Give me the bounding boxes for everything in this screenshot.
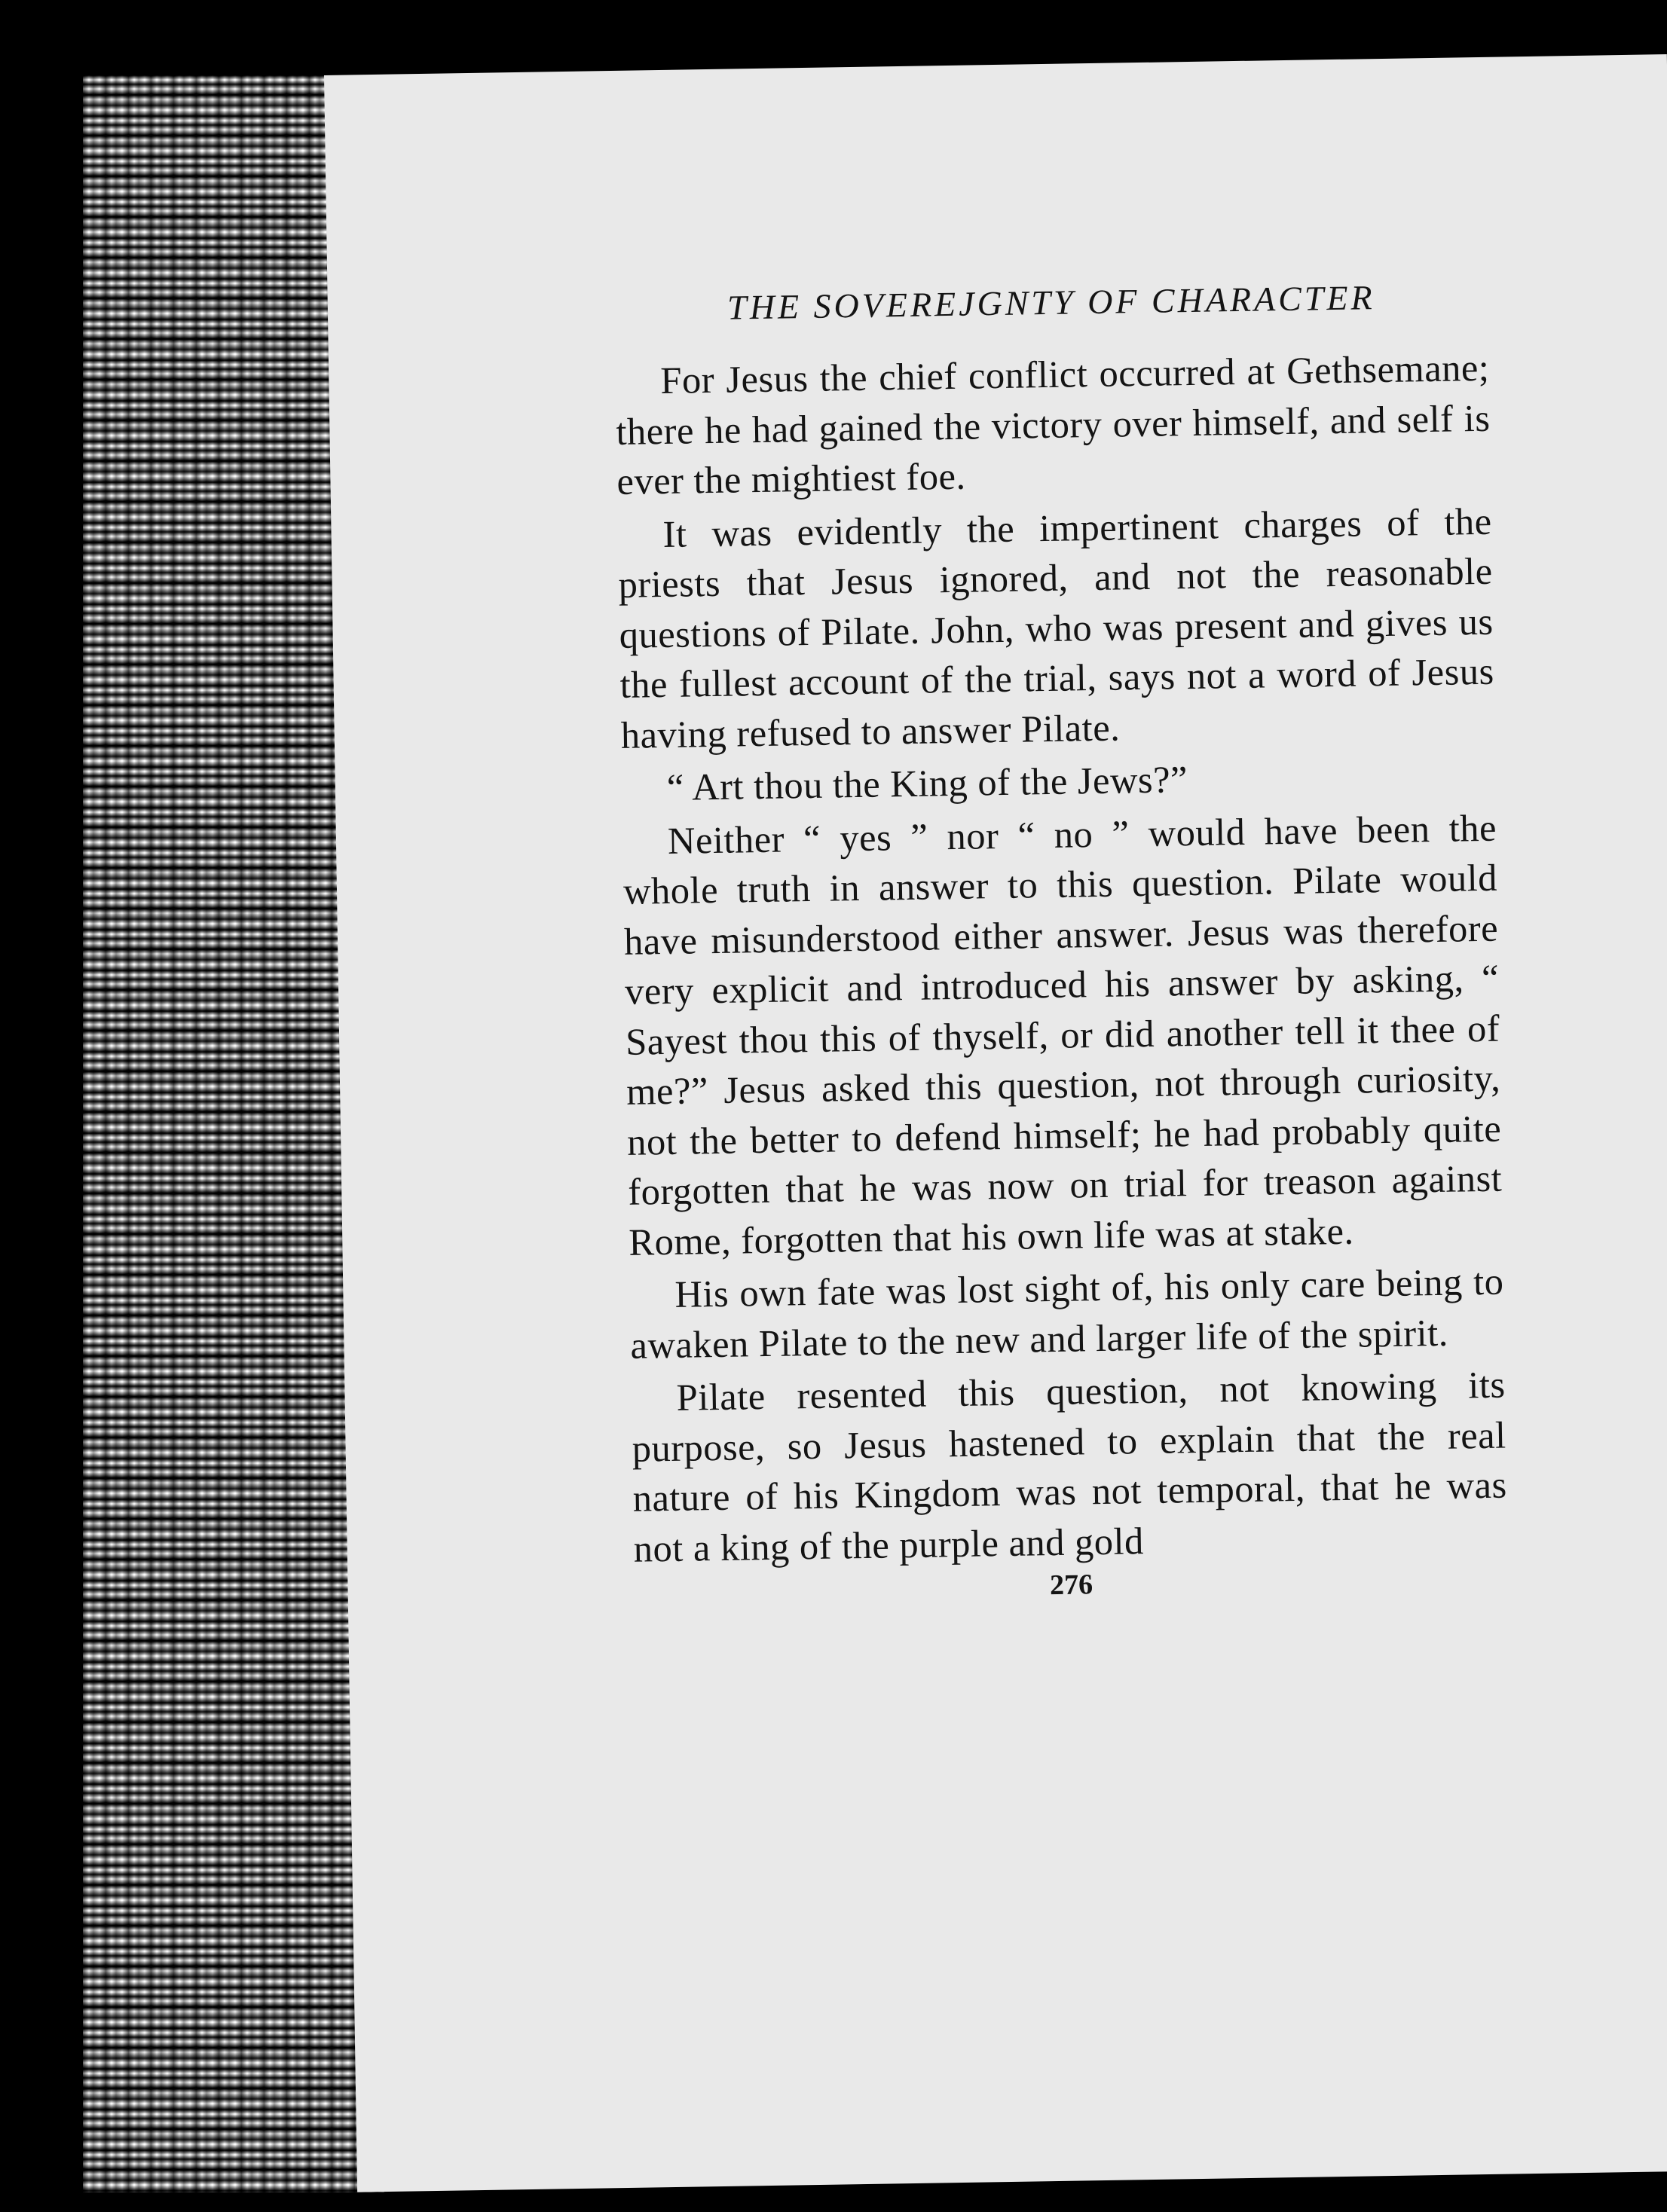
running-head: THE SOVEREJGNTY OF CHARACTER (726, 278, 1375, 327)
paragraph: Pilate resented this question, not knowing its purpose, so Jesus hastened to explain that the real nature of his Kingdom was not temporal, that he was not a king of the purple and gold (632, 1363, 1508, 1570)
paragraph: It was evidently the impertinent charges of the priests that Jesus ignored, and not the reasonable questions of Pilate. John, who was present and gives us the fullest account of the trial, says not a word of Jesus having refused to answer Pilate. (618, 500, 1495, 756)
paragraph: Neither “ yes ” nor “ no ” would have been the whole truth in answer to this question. Pilate would have misunderstood either answer. Jesus was therefore very explicit and introduced his answer by asking, “ Sayest thou this of thyself, or did another tell it thee of me?” Jesus asked this question, not through curiosity, not the better to defend himself; he had probably quite forgotten that he was now on trial for treason against Rome, forgotten that his own life was at stake. (622, 806, 1503, 1263)
page-number: 276 (1049, 1569, 1093, 1602)
book-page (324, 54, 1667, 2192)
paragraph: “ Art thou the King of the Jews?” (666, 758, 1188, 808)
text-block (614, 276, 1509, 1609)
paragraph: His own fate was lost sight of, his only care being to awaken Pilate to the new and larger life of the spirit. (630, 1260, 1504, 1367)
paragraph: For Jesus the chief conflict occurred at Gethsemane; there he had gained the victory over himself, and self is ever the mightiest foe. (616, 346, 1491, 503)
